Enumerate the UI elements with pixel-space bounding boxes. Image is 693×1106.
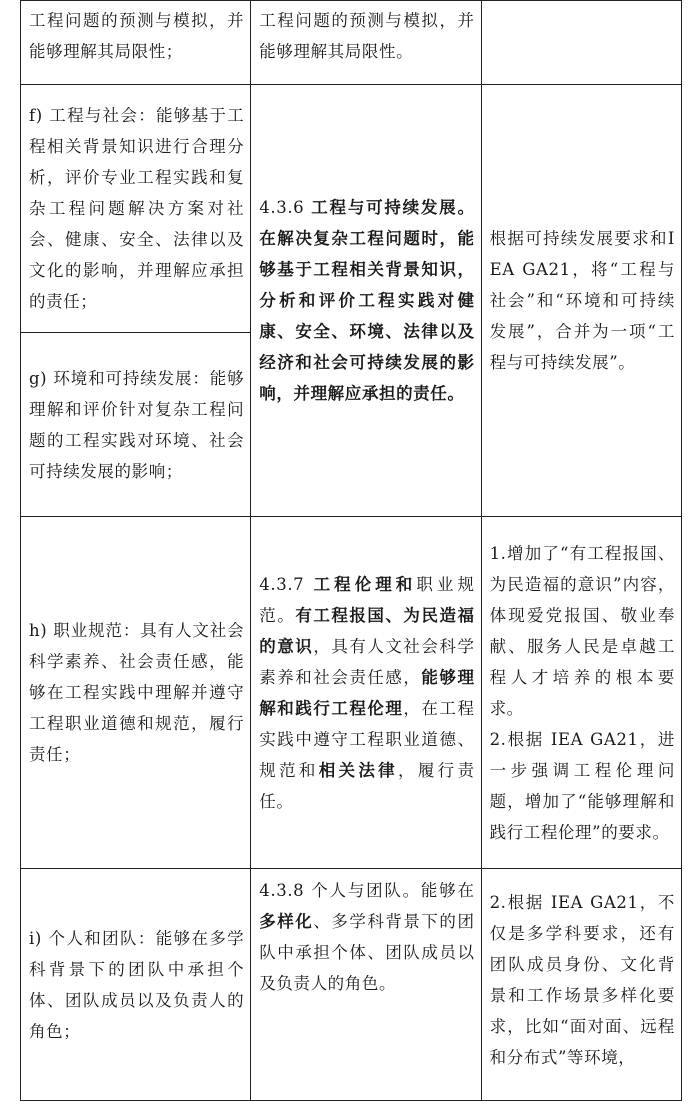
cell-text: 4.3.8 个人与团队。能够在 xyxy=(259,881,475,900)
table-cell xyxy=(481,517,681,869)
cell-text-bold: 工程伦理和 xyxy=(313,574,417,594)
cell-text: ，履行责任。 xyxy=(259,760,475,811)
cell-text: ，具有人文社会科学素养和社会责任感， xyxy=(259,636,475,687)
cell-text: ，在工程实践中遵守工程职业道德、规范和 xyxy=(259,698,475,780)
cell-text: 2.根据 IEA GA21，进一步强调工程伦理问题，增加了“能够理解和践行工程伦理”的要求。 xyxy=(489,729,675,842)
comparison-table xyxy=(20,0,682,1101)
cell-text-bold: 相关法律 xyxy=(318,760,398,780)
table-row xyxy=(21,517,682,869)
table-cell xyxy=(21,85,251,333)
table-cell xyxy=(481,85,681,517)
table-cell xyxy=(251,517,481,869)
cell-text: g) 环境和可持续发展：能够理解和评价针对复杂工程问题的工程实践对环境、社会可持续发展的影响； xyxy=(29,368,245,481)
cell-text-bold: 工程与可持续发展。在解决复杂工程问题时，能够基于工程相关背景知识，分析和评价工程实践对健康、安全、环境、法律以及经济和社会可持续发展的影响，并理解应承担的责任。 xyxy=(259,198,475,403)
table-row xyxy=(21,1,682,85)
table-cell xyxy=(251,869,481,1101)
section-number: 4.3.6 xyxy=(259,198,312,217)
cell-text: 工程问题的预测与模拟，并能够理解其局限性。 xyxy=(259,11,475,61)
table-cell xyxy=(21,517,251,869)
cell-text: 职业规范。 xyxy=(259,574,475,625)
table-cell xyxy=(21,1,251,85)
table-cell xyxy=(21,333,251,517)
cell-text-bold: 多样化 xyxy=(259,912,314,931)
cell-text: h) 职业规范：具有人文社会科学素养、社会责任感，能够在工程实践中理解并遵守工程职业道德和规范，履行责任； xyxy=(29,621,245,764)
section-number: 4.3.7 xyxy=(259,574,314,594)
cell-text: i) 个人和团队：能够在多学科背景下的团队中承担个体、团队成员以及负责人的角色； xyxy=(29,928,245,1041)
table-cell xyxy=(251,1,481,85)
cell-text: 2.根据 IEA GA21，不仅是多学科要求，还有团队成员身份、文化背景和工作场景多样化要求，比如“面对面、远程和分布式”等环境， xyxy=(489,893,675,1067)
table-row xyxy=(21,85,682,333)
cell-text: 、多学科背景下的团队中承担个体、团队成员以及负责人的角色。 xyxy=(259,912,475,993)
cell-text: 1.增加了“有工程报国、为民造福的意识”内容，体现爱党报国、敬业奉献、服务人民是卓越工程人才培养的根本要求。 xyxy=(489,543,675,718)
table-cell xyxy=(481,1,681,85)
table-cell xyxy=(21,869,251,1101)
cell-text-bold: 能够理解和践行工程伦理 xyxy=(259,667,475,718)
table-cell xyxy=(251,85,481,517)
table-cell xyxy=(481,869,681,1101)
cell-text: 工程问题的预测与模拟，并能够理解其局限性； xyxy=(29,11,245,61)
cell-text: f) 工程与社会：能够基于工程相关背景知识进行合理分析，评价专业工程实践和复杂工程问题解决方案对社会、健康、安全、法律以及文化的影响，并理解应承担的责任； xyxy=(29,106,245,311)
cell-text: 根据可持续发展要求和IEA GA21，将“工程与社会”和“环境和可持续发展”，合并为一项“工程与可持续发展”。 xyxy=(489,229,675,372)
cell-text-bold: 有工程报国、为民造福的意识 xyxy=(259,605,475,656)
table-row xyxy=(21,869,682,1101)
